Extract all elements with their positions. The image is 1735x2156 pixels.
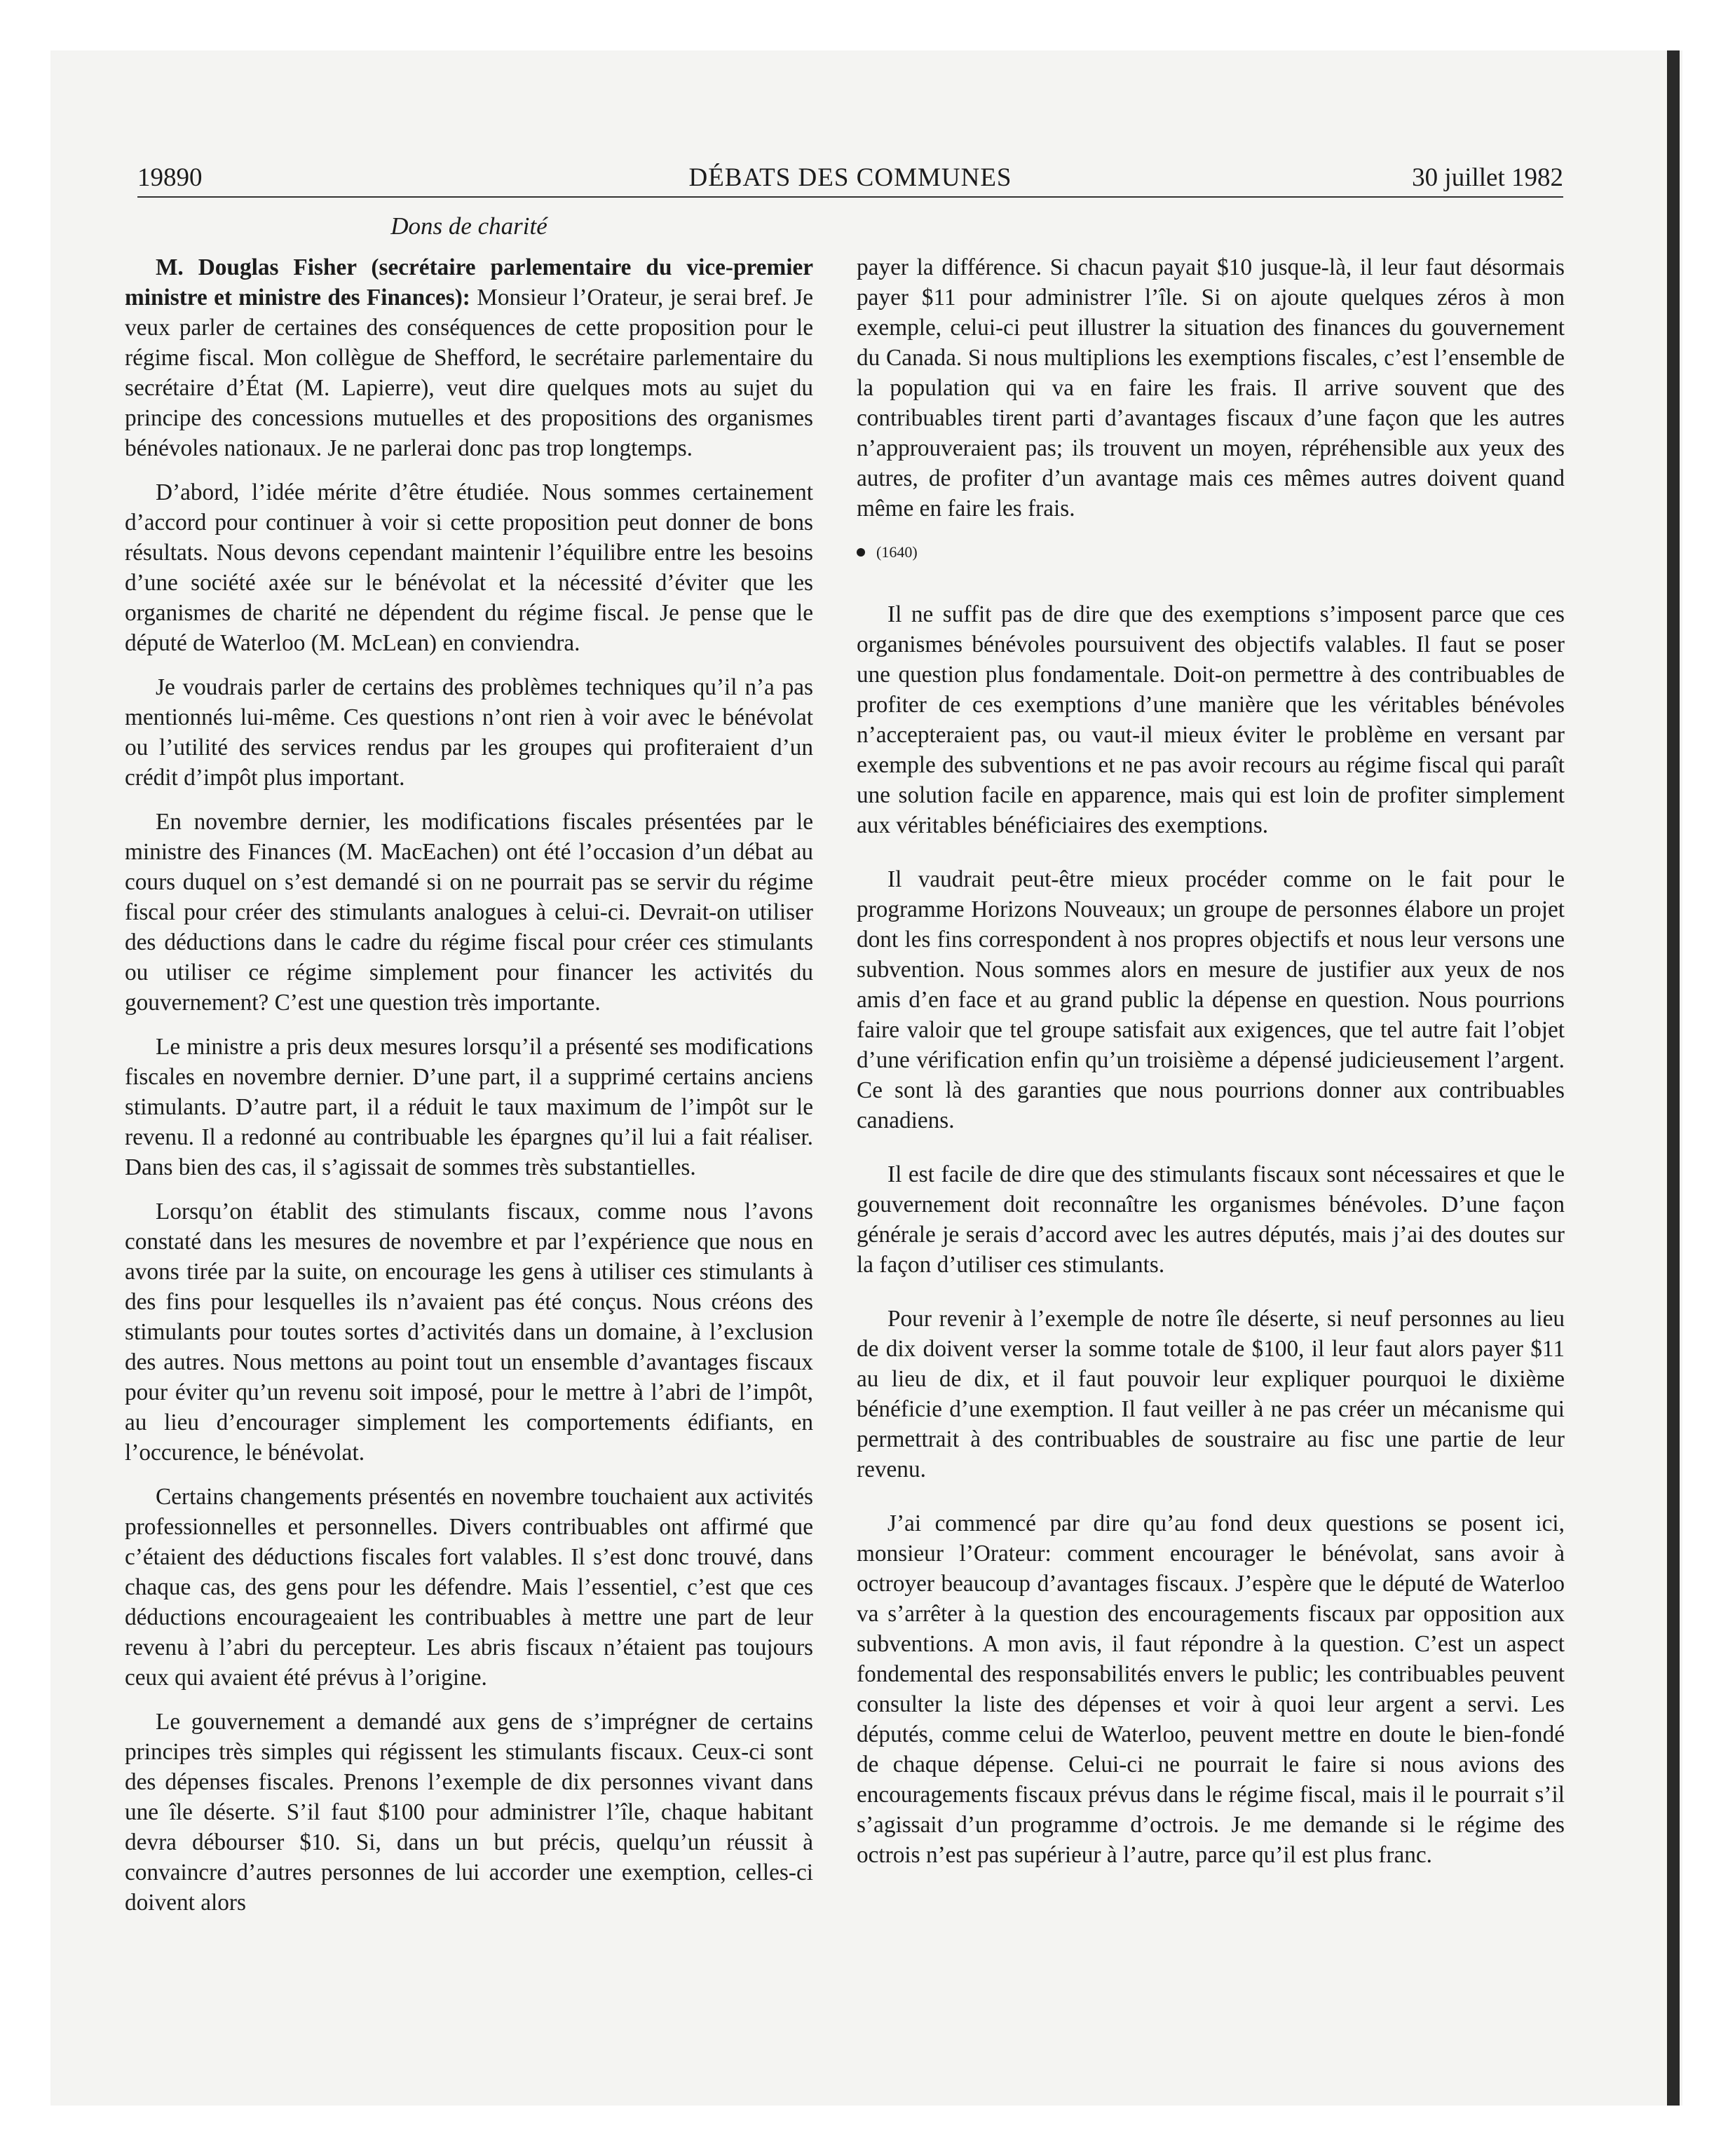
paragraph: Il vaudrait peut-être mieux procéder comme on le fait pour le programme Horizons Nouveaux; un groupe de personnes élabore un projet dont les fins correspondent à nos propres objectifs et nous leur versons une subvention. Nous sommes alors en mesure de justifier aux yeux de nos amis d’en face et au grand public la dépense en question. Nous pourrions faire valoir que tel groupe satisfait aux exigences, que tel autre fait l’objet d’une vérification enfin qu’un troisième a dépensé judicieusement l’argent. Ce sont là des garanties que nous pourrions donner aux contribuables canadiens.	[857, 866, 1565, 1133]
publication-date: 30 juillet 1982	[1412, 163, 1563, 192]
paragraph: Lorsqu’on établit des stimulants fiscaux, comme nous l’avons constaté dans les mesures de novembre et par l’expérience que nous en avons tirée par la suite, on encourage les gens à utiliser ces stimulants à des fins pour lesquelles ils n’avaient pas été conçus. Nous créons des stimulants pour toutes sortes d’activités dans un domaine, à l’exclusion des autres. Nous mettons au point tout un ensemble d’avantages fiscaux pour éviter qu’un revenu soit imposé, pour le mettre à l’abri de l’impôt, au lieu d’encourager simplement les comportements édifiants, en l’occurence, le bénévolat.	[125, 1199, 813, 1466]
paragraph: J’ai commencé par dire qu’au fond deux questions se posent ici, monsieur l’Orateur: comment encourager le bénévolat, sans avoir à octroyer beaucoup d’avantages fiscaux. J’espère que le député de Waterloo va s’arrêter à la question des encouragements fiscaux par opposition aux subventions. A mon avis, il faut répondre à la question. C’est un aspect fondemental des responsabilités envers le public; les contribuables peuvent consulter la liste des dépenses et voir à quoi leur argent a servi. Les députés, comme celui de Waterloo, peuvent mettre en doute le bien-fondé de chaque dépense. Celui-ci ne pourrait le faire si nous avions des encouragements fiscaux prévus dans le régime fiscal, mais il le pourrait s’il s’agissait d’un programme d’octrois. Je me demande si le régime des octrois n’est pas supérieur à l’autre, parce qu’il est plus franc.	[857, 1510, 1565, 1868]
paragraph: Le ministre a pris deux mesures lorsqu’il a présenté ses modifications fiscales en novembre dernier. D’une part, il a supprimé certains anciens stimulants. D’autre part, il a réduit le taux maximum de l’impôt sur le revenu. Il a redonné au contribuable les épargnes qu’il lui a fait réaliser. Dans bien des cas, il s’agissait de sommes très substantielles.	[125, 1034, 813, 1180]
publication-title: DÉBATS DES COMMUNES	[688, 163, 1012, 192]
section-title: Dons de charité	[390, 212, 547, 240]
paragraph: Certains changements présentés en novembre touchaient aux activités professionnelles et personnelles. Divers contribuables ont affirmé que c’étaient des déductions fiscales fort valables. Il s’est donc trouvé, dans chaque cas, des gens pour les défendre. Mais l’essentiel, c’est que ces déductions encourageaient les contribuables à mettre une part de leur revenu à l’abri du percepteur. Les abris fiscaux n’étaient pas toujours ceux qui avaient été prévus à l’origine.	[125, 1484, 813, 1691]
paragraph: Le gouvernement a demandé aux gens de s’imprégner de certains principes très simples qui régissent les stimulants fiscaux. Ceux-ci sont des dépenses fiscales. Prenons l’exemple de dix personnes vivant dans une île déserte. S’il faut $100 pour administrer l’île, chaque habitant devra débourser $10. Si, dans un but précis, quelqu’un réussit à convaincre d’autres personnes de lui accorder une exemption, celles-ci doivent alors	[125, 1709, 813, 1916]
time-marker	[857, 542, 1565, 563]
paragraph	[125, 252, 813, 463]
paragraph: payer la différence. Si chacun payait $10 jusque-là, il leur faut désormais payer $11 pour administrer l’île. Si on ajoute quelques zéros à mon exemple, celui-ci peut illustrer la situation des finances du gouvernement du Canada. Si nous multiplions les exemptions fiscales, c’est l’ensemble de la population qui va en faire les frais. Il arrive souvent que des contribuables tirent parti d’avantages fiscaux d’une façon que les autres n’approuveraient pas; ils trouvent un moyen, répréhensible aux yeux des autres, de profiter d’un avantage mais ces mêmes autres doivent quand même en faire les frais.	[857, 254, 1565, 521]
right-column	[857, 252, 1565, 1894]
paragraph-text: Monsieur l’Orateur, je serai bref. Je veux parler de certaines des conséquences de cette proposition pour le régime fiscal. Mon collègue de Shefford, le secrétaire parlementaire du secrétaire d’État (M. Lapierre), veut dire quelques mots au sujet du principe des concessions mutuelles et des propositions des organismes bénévoles nationaux. Je ne parlerai donc pas trop longtemps.	[125, 285, 813, 461]
paragraph: En novembre dernier, les modifications fiscales présentées par le ministre des Finances (M. MacEachen) ont été l’occasion d’un débat au cours duquel on s’est demandé si on ne pourrait pas se servir du régime fiscal pour créer des stimulants analogues à celui-ci. Devrait-on utiliser des déductions dans le cadre du régime fiscal pour créer ces stimulants ou utiliser ce régime simplement pour financer les activités du gouvernement? C’est une question très importante.	[125, 809, 813, 1016]
paragraph: Pour revenir à l’exemple de notre île déserte, si neuf personnes au lieu de dix doivent verser la somme totale de $100, il leur faut alors payer $11 au lieu de dix, et il faut pouvoir leur expliquer pourquoi le dixième bénéficie d’une exemption. Il faut veiller à ne pas créer un mécanisme qui permettrait à des contribuables de soustraire au fisc une partie de leur revenu.	[857, 1306, 1565, 1482]
bullet-icon	[857, 548, 865, 557]
paragraph: D’abord, l’idée mérite d’être étudiée. Nous sommes certainement d’accord pour continuer à voir si cette proposition peut donner de bons résultats. Nous devons cependant maintenir l’équilibre entre les besoins d’une société axée sur le bénévolat et la nécessité d’éviter que les organismes de charité ne dépendent du régime fiscal. Je pense que le député de Waterloo (M. McLean) en conviendra.	[125, 479, 813, 656]
paragraph: Il est facile de dire que des stimulants fiscaux sont nécessaires et que le gouvernement doit reconnaître les organismes bénévoles. D’une façon générale je serais d’accord avec les autres députés, mais j’ai des doutes sur la façon d’utiliser ces stimulants.	[857, 1161, 1565, 1278]
speaker-name: M. Douglas Fisher (secrétaire parlementaire du vice-premier ministre et ministre des Finances):	[125, 254, 813, 311]
page-edge-bar	[1667, 50, 1680, 2106]
page-number: 19890	[137, 163, 203, 192]
left-column	[125, 252, 813, 1932]
time-marker-label: (1640)	[876, 543, 918, 561]
paragraph: Il ne suffit pas de dire que des exemptions s’imposent parce que ces organismes bénévoles poursuivent des objectifs valables. Il faut se poser une question plus fondamentale. Doit-on permettre à des contribuables de profiter de ces exemptions d’une manière que les véritables bénévoles n’accepteraient pas, ou vaut-il mieux éviter le problème en versant par exemple des subventions et ne pas avoir recours au régime fiscal qui paraît une solution facile en apparence, mais qui est loin de profiter simplement aux véritables bénéficiaires des exemptions.	[857, 601, 1565, 838]
header-rule	[137, 196, 1563, 198]
page-header	[137, 160, 1563, 196]
paragraph: Je voudrais parler de certains des problèmes techniques qu’il n’a pas mentionnés lui-même. Ces questions n’ont rien à voir avec le bénévolat ou l’utilité des services rendus par les groupes qui profiteraient d’un crédit d’impôt plus important.	[125, 674, 813, 791]
